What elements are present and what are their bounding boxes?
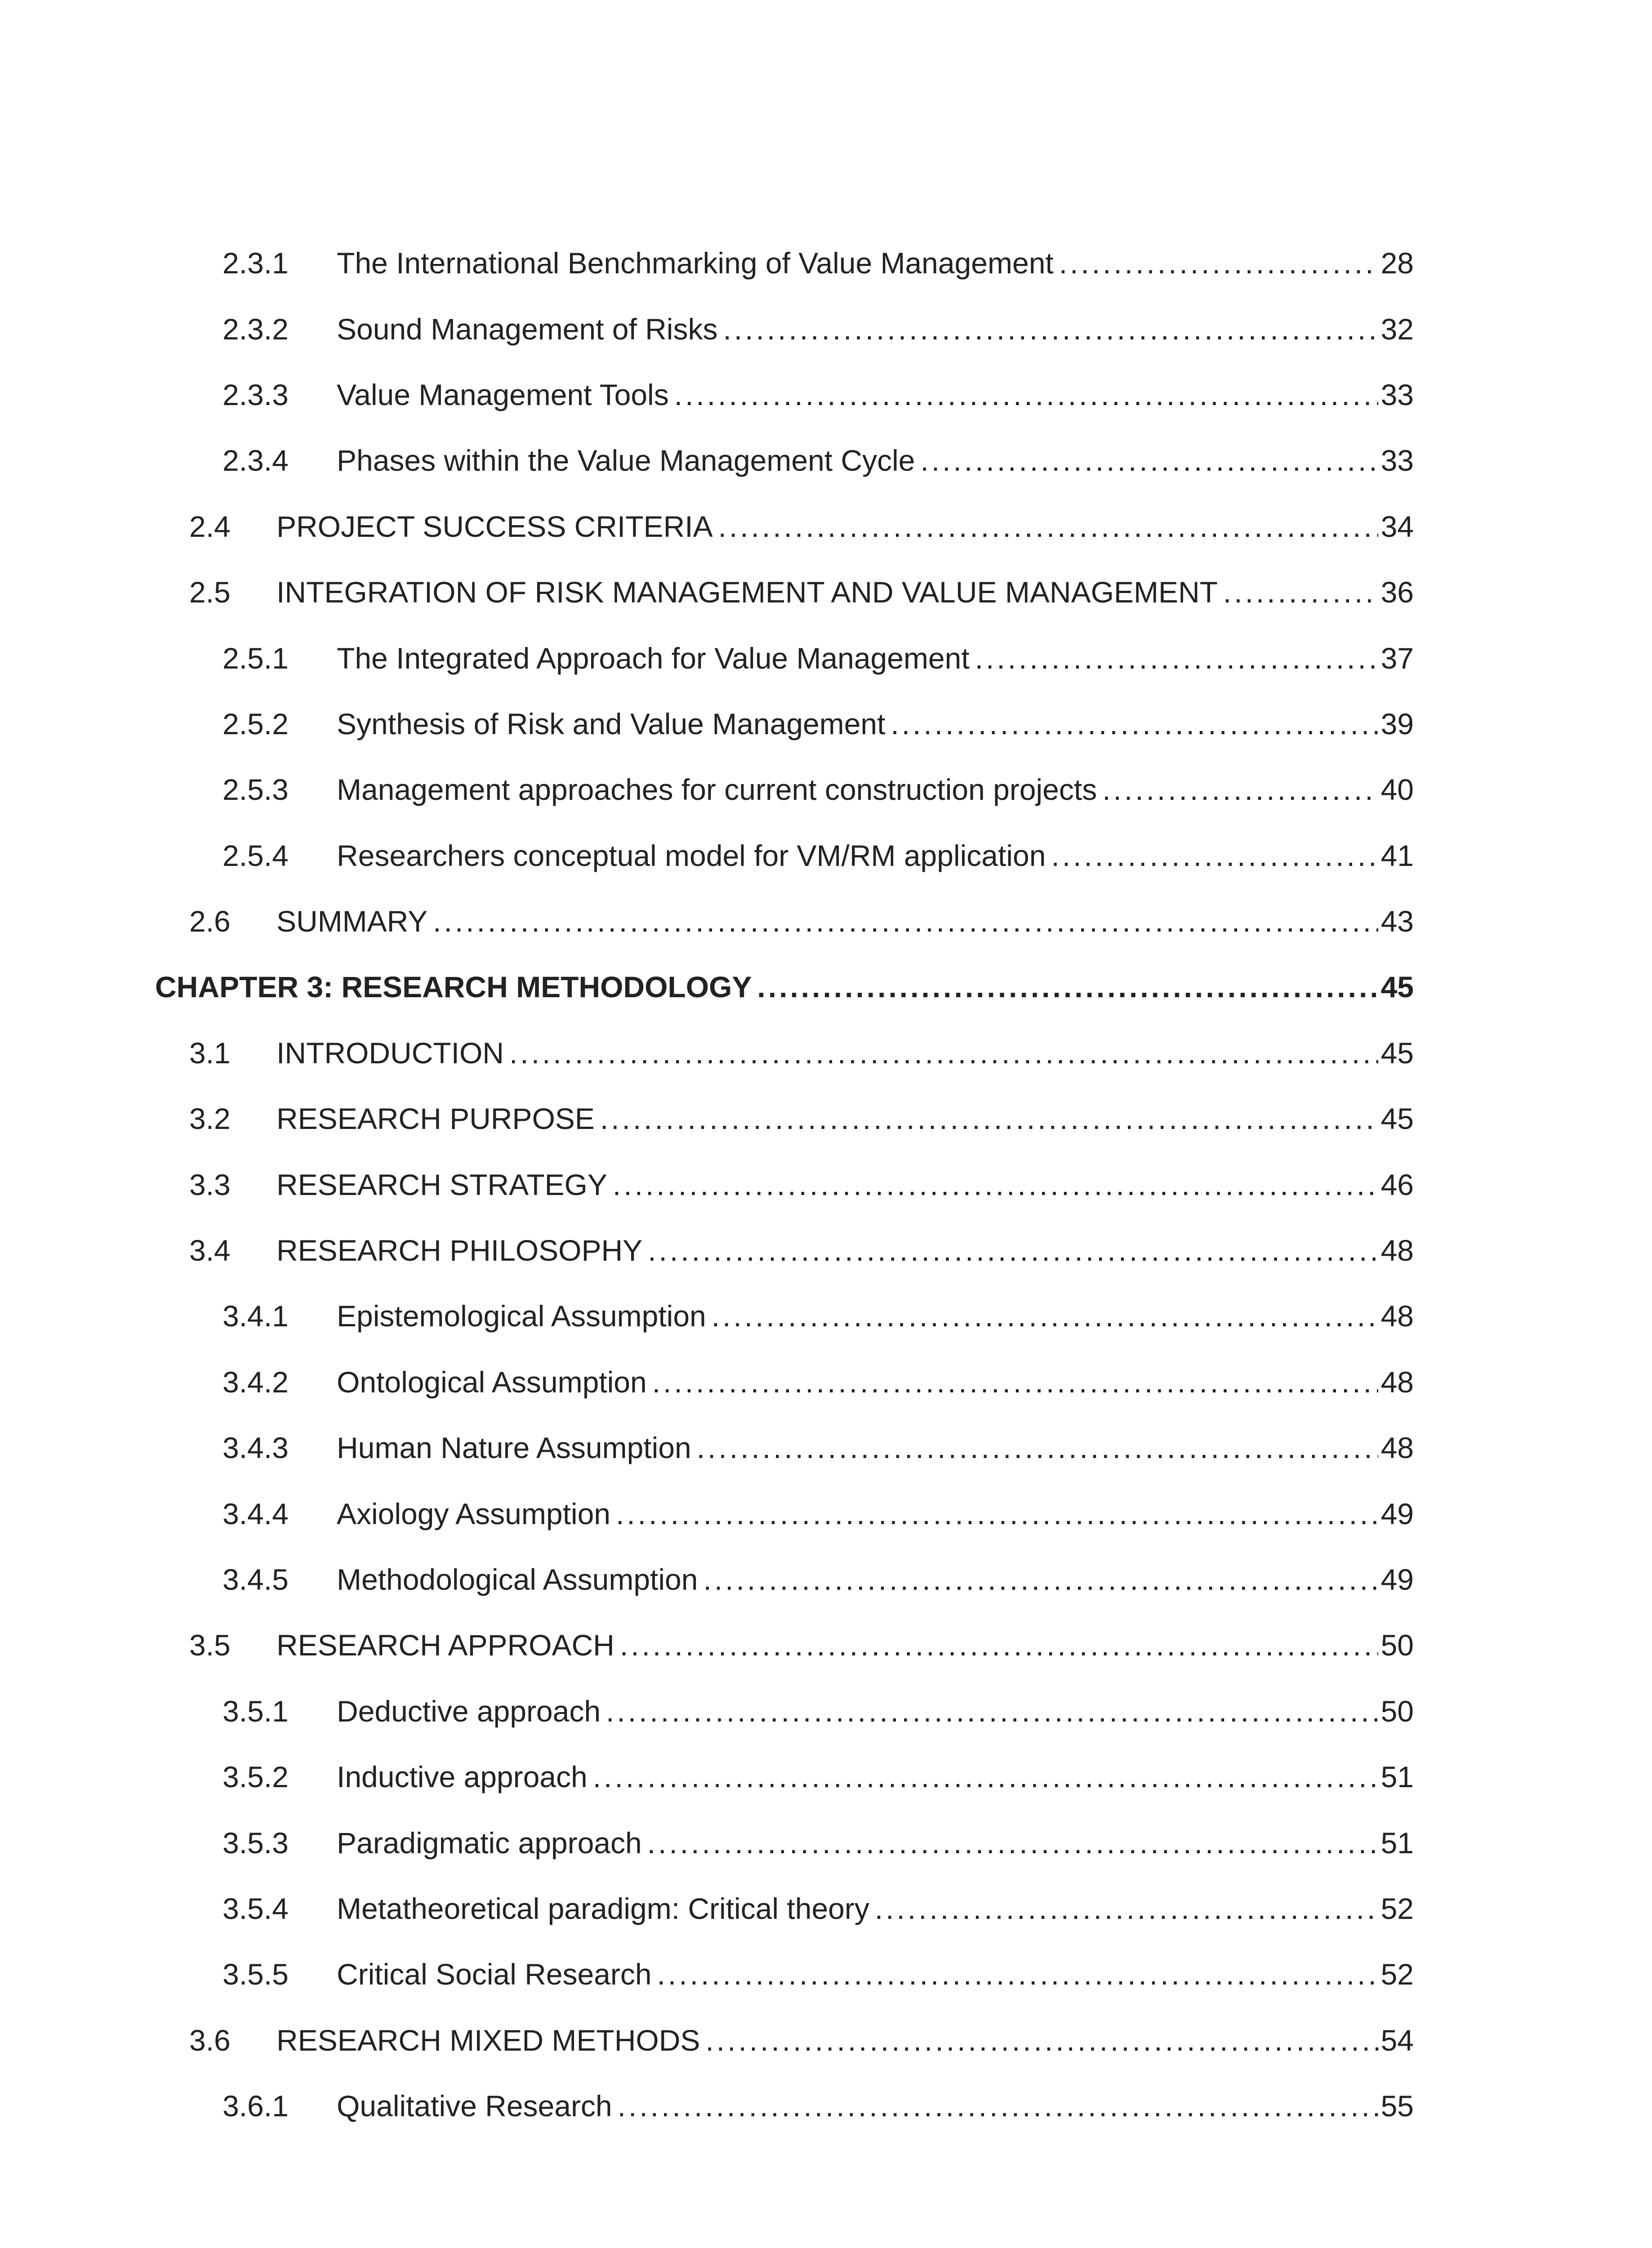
toc-entry-number: 3.6: [189, 2023, 231, 2057]
toc-entry-title: INTEGRATION OF RISK MANAGEMENT AND VALUE MANAGEMENT: [276, 575, 1218, 609]
toc-entry[interactable]: [155, 559, 1414, 625]
toc-dot-leader: [705, 2025, 1378, 2055]
toc-entry[interactable]: [155, 1481, 1414, 1546]
toc-entry-page: 49: [1380, 1563, 1414, 1596]
toc-entry-page: 46: [1380, 1168, 1414, 1201]
toc-dot-leader: [616, 1499, 1378, 1529]
toc-entry-title: Ontological Assumption: [337, 1365, 647, 1399]
toc-entry-title: RESEARCH STRATEGY: [276, 1168, 607, 1201]
toc-entry-page: 52: [1380, 1958, 1414, 1991]
toc-dot-leader: [920, 446, 1378, 475]
toc-entry[interactable]: [155, 1020, 1414, 1086]
toc-entry[interactable]: [155, 230, 1414, 296]
toc-dot-leader: [891, 709, 1378, 739]
toc-entry-title: Qualitative Research: [337, 2089, 612, 2123]
toc-entry-number: 2.3.3: [223, 378, 289, 411]
toc-entry-number: 2.3.4: [223, 444, 289, 477]
toc-entry-number: 3.6.1: [223, 2089, 289, 2123]
toc-entry-number: 2.4: [189, 509, 231, 543]
toc-entry[interactable]: [155, 1876, 1414, 1941]
toc-entry-page: 32: [1380, 312, 1414, 346]
table-of-contents: [155, 230, 1414, 2139]
toc-entry-page: 45: [1380, 970, 1414, 1004]
toc-entry[interactable]: [155, 1151, 1414, 1217]
toc-entry[interactable]: [155, 1086, 1414, 1151]
toc-dot-leader: [647, 1828, 1378, 1858]
toc-entry-page: 40: [1380, 773, 1414, 807]
toc-entry[interactable]: [155, 1415, 1414, 1481]
toc-entry-number: 2.5.3: [223, 773, 289, 807]
toc-entry-number: 3.2: [189, 1102, 231, 1136]
toc-entry-number: 3.4: [189, 1234, 231, 1267]
toc-dot-leader: [652, 1367, 1378, 1397]
toc-entry[interactable]: [155, 296, 1414, 361]
toc-entry-title: Critical Social Research: [337, 1958, 652, 1991]
toc-dot-leader: [1051, 841, 1378, 870]
toc-entry-title: Deductive approach: [337, 1694, 601, 1728]
toc-entry[interactable]: [155, 2007, 1414, 2073]
toc-entry[interactable]: [155, 1612, 1414, 1678]
toc-entry-page: 48: [1380, 1431, 1414, 1465]
toc-entry[interactable]: [155, 691, 1414, 757]
toc-entry-page: 36: [1380, 575, 1414, 609]
toc-entry-number: 3.5.3: [223, 1826, 289, 1860]
toc-dot-leader: [648, 1236, 1378, 1265]
toc-entry-number: 3.5.4: [223, 1891, 289, 1925]
toc-entry-number: 3.3: [189, 1168, 231, 1201]
toc-entry-number: 3.4.5: [223, 1563, 289, 1596]
toc-entry[interactable]: [155, 888, 1414, 954]
toc-entry-page: 28: [1380, 246, 1414, 280]
toc-entry-page: 52: [1380, 1891, 1414, 1925]
toc-entry-page: 51: [1380, 1826, 1414, 1860]
toc-entry-number: 3.4.4: [223, 1497, 289, 1530]
toc-entry-page: 54: [1380, 2023, 1414, 2057]
toc-entry-page: 50: [1380, 1694, 1414, 1728]
toc-entry-title: RESEARCH PURPOSE: [276, 1102, 595, 1136]
toc-entry-title: CHAPTER 3: RESEARCH METHODOLOGY: [155, 970, 752, 1004]
toc-entry-page: 33: [1380, 444, 1414, 477]
toc-entry-number: 3.1: [189, 1036, 231, 1070]
toc-entry[interactable]: [155, 1349, 1414, 1415]
toc-dot-leader: [718, 512, 1378, 541]
toc-entry-title: Human Nature Assumption: [337, 1431, 691, 1465]
toc-dot-leader: [433, 906, 1378, 936]
toc-entry-title: Methodological Assumption: [337, 1563, 698, 1596]
toc-entry-page: 33: [1380, 378, 1414, 411]
toc-dot-leader: [618, 2091, 1378, 2121]
toc-dot-leader: [1223, 577, 1378, 607]
toc-entry[interactable]: [155, 494, 1414, 559]
toc-entry-title: Management approaches for current construction projects: [337, 773, 1097, 807]
toc-entry-number: 2.5.2: [223, 707, 289, 740]
toc-entry-title: The International Benchmarking of Value Management: [337, 246, 1054, 280]
toc-entry-number: 3.5.2: [223, 1760, 289, 1794]
toc-dot-leader: [975, 643, 1378, 673]
toc-dot-leader: [757, 972, 1378, 1002]
toc-entry[interactable]: [155, 1678, 1414, 1744]
toc-entry-title: INTRODUCTION: [276, 1036, 504, 1070]
toc-dot-leader: [712, 1301, 1378, 1331]
toc-entry-number: 2.5.4: [223, 839, 289, 872]
toc-entry[interactable]: [155, 428, 1414, 493]
toc-entry-title: RESEARCH PHILOSOPHY: [276, 1234, 643, 1267]
toc-entry[interactable]: [155, 625, 1414, 691]
toc-entry-page: 49: [1380, 1497, 1414, 1530]
toc-dot-leader: [674, 380, 1378, 410]
toc-entry-title: PROJECT SUCCESS CRITERIA: [276, 509, 713, 543]
toc-entry-page: 48: [1380, 1365, 1414, 1399]
toc-dot-leader: [1102, 775, 1378, 804]
toc-dot-leader: [600, 1104, 1378, 1133]
toc-entry-number: 2.3.2: [223, 312, 289, 346]
toc-entry[interactable]: [155, 1941, 1414, 2007]
toc-entry-number: 2.3.1: [223, 246, 289, 280]
toc-entry-page: 45: [1380, 1102, 1414, 1136]
toc-entry-number: 2.6: [189, 905, 231, 938]
toc-entry-title: Metatheoretical paradigm: Critical theory: [337, 1891, 869, 1925]
toc-entry-page: 51: [1380, 1760, 1414, 1794]
toc-entry-page: 39: [1380, 707, 1414, 740]
toc-entry-title: Phases within the Value Management Cycle: [337, 444, 915, 477]
toc-entry-title: Sound Management of Risks: [337, 312, 718, 346]
toc-entry-page: 37: [1380, 641, 1414, 675]
toc-entry-number: 2.5: [189, 575, 231, 609]
toc-dot-leader: [875, 1894, 1378, 1923]
toc-entry-number: 3.4.3: [223, 1431, 289, 1465]
toc-dot-leader: [620, 1630, 1378, 1660]
toc-dot-leader: [593, 1762, 1378, 1792]
toc-entry-number: 3.5: [189, 1628, 231, 1662]
toc-entry-title: RESEARCH MIXED METHODS: [276, 2023, 700, 2057]
toc-dot-leader: [703, 1565, 1378, 1594]
toc-entry-page: 45: [1380, 1036, 1414, 1070]
toc-entry-number: 2.5.1: [223, 641, 289, 675]
toc-entry-title: SUMMARY: [276, 905, 428, 938]
toc-entry-title: Value Management Tools: [337, 378, 669, 411]
toc-entry-page: 43: [1380, 905, 1414, 938]
toc-entry-title: Axiology Assumption: [337, 1497, 610, 1530]
toc-dot-leader: [606, 1696, 1378, 1726]
toc-dot-leader: [1059, 248, 1378, 278]
toc-entry[interactable]: [155, 1547, 1414, 1612]
toc-entry-title: Researchers conceptual model for VM/RM application: [337, 839, 1046, 872]
toc-entry[interactable]: [155, 1218, 1414, 1283]
toc-entry[interactable]: [155, 1810, 1414, 1875]
toc-entry-number: 3.5.1: [223, 1694, 289, 1728]
toc-entry-page: 48: [1380, 1234, 1414, 1267]
toc-dot-leader: [657, 1959, 1378, 1989]
toc-entry-number: 3.4.1: [223, 1299, 289, 1333]
toc-entry-page: 55: [1380, 2089, 1414, 2123]
toc-dot-leader: [613, 1170, 1378, 1200]
toc-entry[interactable]: [155, 1283, 1414, 1349]
toc-entry-title: Epistemological Assumption: [337, 1299, 706, 1333]
toc-entry[interactable]: [155, 2073, 1414, 2139]
toc-entry-page: 50: [1380, 1628, 1414, 1662]
toc-entry[interactable]: [155, 1744, 1414, 1810]
toc-entry-number: 3.5.5: [223, 1958, 289, 1991]
toc-entry-page: 41: [1380, 839, 1414, 872]
toc-dot-leader: [697, 1433, 1378, 1463]
toc-entry[interactable]: [155, 823, 1414, 888]
toc-entry-number: 3.4.2: [223, 1365, 289, 1399]
toc-dot-leader: [723, 314, 1378, 344]
toc-entry-title: Synthesis of Risk and Value Management: [337, 707, 886, 740]
toc-entry-title: The Integrated Approach for Value Management: [337, 641, 970, 675]
toc-entry[interactable]: [155, 757, 1414, 822]
toc-entry-page: 34: [1380, 509, 1414, 543]
toc-entry-title: Paradigmatic approach: [337, 1826, 642, 1860]
toc-entry-title: Inductive approach: [337, 1760, 588, 1794]
toc-entry-page: 48: [1380, 1299, 1414, 1333]
toc-chapter-heading[interactable]: [155, 954, 1414, 1020]
toc-entry[interactable]: [155, 362, 1414, 428]
toc-dot-leader: [509, 1038, 1378, 1068]
toc-entry-title: RESEARCH APPROACH: [276, 1628, 614, 1662]
